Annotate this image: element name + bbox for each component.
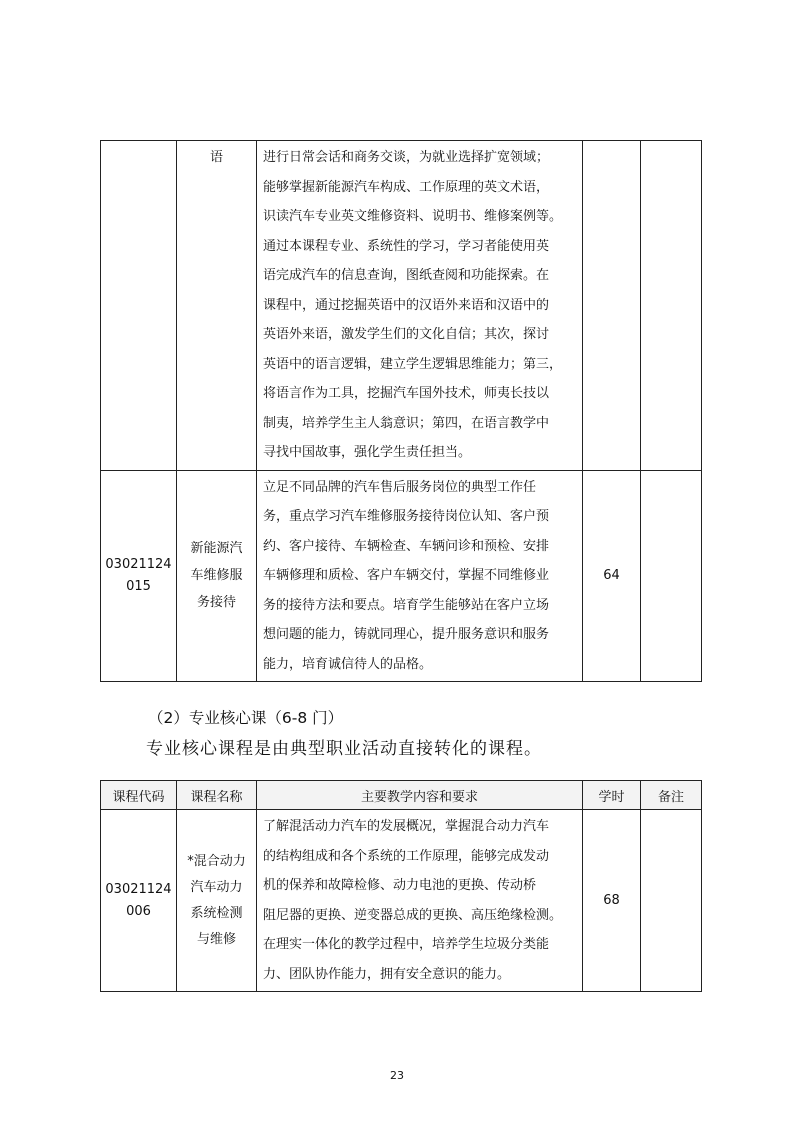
course-name: 务接待 — [196, 595, 236, 611]
course-content-cell — [257, 141, 583, 471]
content-line: 在理实一体化的教学过程中，培养学生垃圾分类能 — [263, 937, 550, 952]
course-code: 015 — [126, 578, 151, 594]
content-line: 力、团队协作能力，拥有安全意识的能力。 — [263, 966, 511, 982]
course-name-cell — [177, 470, 257, 682]
hours-cell — [583, 810, 641, 992]
course-name: 新能源汽 — [190, 541, 243, 557]
course-name: 汽车动力 — [190, 879, 243, 895]
course-name: 系统检测 — [190, 905, 243, 921]
table-row — [101, 470, 702, 682]
remarks-cell — [641, 470, 702, 682]
section-subtitle: （2）专业核心课（6-8 门） — [148, 709, 344, 727]
page-number: 23 — [390, 1069, 404, 1082]
header-content: 主要教学内容和要求 — [257, 781, 583, 810]
content-line: 了解混活动力汽车的发展概况，掌握混合动力汽车 — [263, 819, 550, 834]
course-code: 03021124 — [105, 881, 172, 897]
header-name: 课程名称 — [177, 781, 257, 810]
remarks-cell — [641, 141, 702, 471]
content-line: 语完成汽车的信息查询，图纸查阅和功能探索。在 — [263, 268, 550, 283]
course-name: *混合动力 — [187, 853, 246, 869]
content-line: 务的接待方法和要点。培育学生能够站在客户立场 — [263, 597, 550, 613]
header-remarks: 备注 — [641, 781, 702, 810]
hours-cell — [583, 141, 641, 471]
content-line: 识读汽车专业英文维修资料、说明书、维修案例等。 — [263, 209, 563, 224]
content-line: 阻尼器的更换、逆变器总成的更换、高压绝缘检测。 — [263, 907, 563, 923]
header-hours: 学时 — [583, 781, 641, 810]
course-code-cell — [101, 141, 177, 471]
course-name: 与维修 — [196, 931, 236, 947]
content-line: 想问题的能力，铸就同理心，提升服务意识和服务 — [263, 627, 550, 642]
course-table-general — [100, 140, 702, 682]
course-code-cell — [101, 470, 177, 682]
course-name-cell — [177, 141, 257, 471]
content-line: 能够掌握新能源汽车构成、工作原理的英文术语， — [263, 179, 550, 195]
content-line: 将语言作为工具，挖掘汽车国外技术，师夷长技以 — [263, 386, 550, 401]
content-line: 务，重点学习汽车维修服务接待岗位认知、客户预 — [263, 509, 550, 524]
course-content-cell — [257, 810, 583, 992]
course-name-cell — [177, 810, 257, 992]
table-row — [101, 141, 702, 471]
content-line: 英语外来语，激发学生们的文化自信；其次，探讨 — [263, 327, 550, 342]
content-line: 约、客户接待、车辆检查、车辆问诊和预检、安排 — [263, 538, 550, 554]
content-line: 制夷，培养学生主人翁意识；第四，在语言教学中 — [263, 415, 550, 431]
course-table-core — [100, 780, 702, 992]
content-line: 机的保养和故障检修、动力电池的更换、传动桥 — [263, 878, 537, 893]
course-code-cell — [101, 810, 177, 992]
hours-value: 64 — [603, 567, 620, 583]
hours-value: 68 — [603, 892, 620, 908]
course-code: 006 — [126, 903, 151, 919]
content-line: 进行日常会话和商务交谈，为就业选择扩宽领域； — [263, 150, 550, 165]
content-line: 能力，培育诚信待人的品格。 — [263, 656, 433, 672]
course-code: 03021124 — [105, 556, 172, 572]
course-name: 语 — [209, 150, 223, 165]
content-line: 的结构组成和各个系统的工作原理，能够完成发动 — [263, 848, 550, 864]
content-line: 英语中的语言逻辑，建立学生逻辑思维能力；第三， — [263, 356, 563, 372]
content-line: 寻找中国故事，强化学生责任担当。 — [263, 445, 472, 460]
header-code: 课程代码 — [101, 781, 177, 810]
course-name: 车维修服 — [190, 568, 243, 584]
table-header-row — [101, 781, 702, 810]
content-line: 通过本课程专业、系统性的学习，学习者能使用英 — [263, 238, 550, 254]
content-line: 立足不同品牌的汽车售后服务岗位的典型工作任 — [263, 479, 537, 495]
hours-cell — [583, 470, 641, 682]
content-line: 车辆修理和质检、客户车辆交付，掌握不同维修业 — [263, 568, 550, 583]
content-line: 课程中，通过挖掘英语中的汉语外来语和汉语中的 — [263, 297, 550, 313]
section-paragraph: 专业核心课程是由典型职业活动直接转化的课程。 — [146, 739, 542, 759]
table-row — [101, 810, 702, 992]
course-content-cell — [257, 470, 583, 682]
remarks-cell — [641, 810, 702, 992]
